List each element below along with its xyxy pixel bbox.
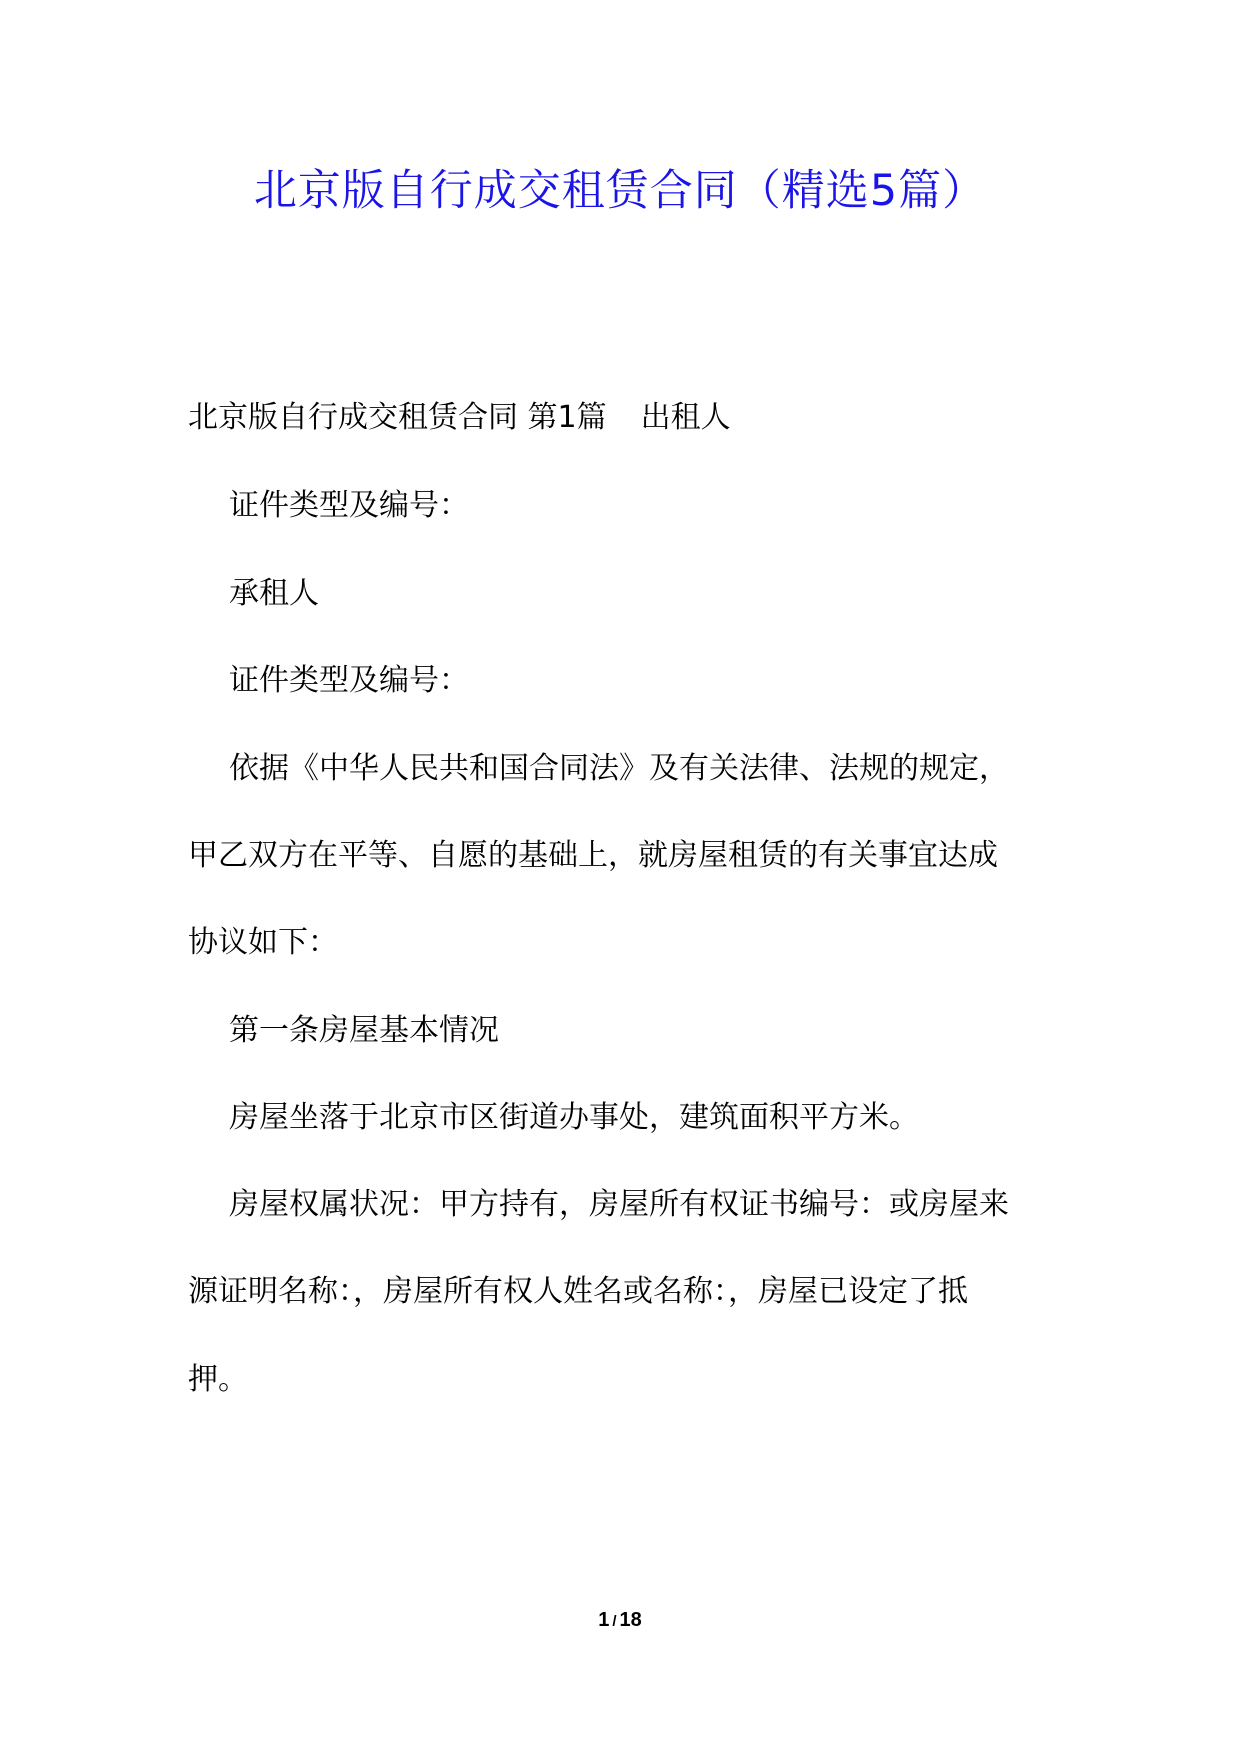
document-title: 北京版自行成交租赁合同（精选5篇）	[253, 166, 987, 216]
page-total: 18	[619, 1609, 642, 1631]
page-number	[0, 1606, 1240, 1636]
paragraph-line: 证件类型及编号：	[229, 488, 469, 523]
section-heading-tail: 出租人	[640, 400, 731, 435]
paragraph-line: 证件类型及编号：	[229, 663, 469, 698]
page-separator: /	[612, 1613, 617, 1630]
section-heading	[188, 398, 1068, 438]
paragraph-line: 甲乙双方在平等、自愿的基础上，就房屋租赁的有关事宜达成	[188, 838, 998, 873]
article-heading: 第一条房屋基本情况	[229, 1013, 499, 1048]
paragraph-line: 源证明名称：，房屋所有权人姓名或名称：，房屋已设定了抵	[188, 1274, 968, 1309]
paragraph-line: 房屋坐落于北京市区街道办事处，建筑面积平方米。	[229, 1100, 919, 1135]
page-current: 1	[598, 1609, 610, 1631]
section-heading-text: 北京版自行成交租赁合同 第1篇	[188, 400, 607, 435]
paragraph-line: 协议如下：	[188, 925, 338, 960]
paragraph-line: 房屋权属状况：甲方持有，房屋所有权证书编号：或房屋来	[229, 1187, 1009, 1222]
paragraph-line: 承租人	[229, 576, 319, 611]
paragraph-line: 押。	[188, 1362, 248, 1397]
paragraph-line: 依据《中华人民共和国合同法》及有关法律、法规的规定，	[229, 751, 1009, 786]
